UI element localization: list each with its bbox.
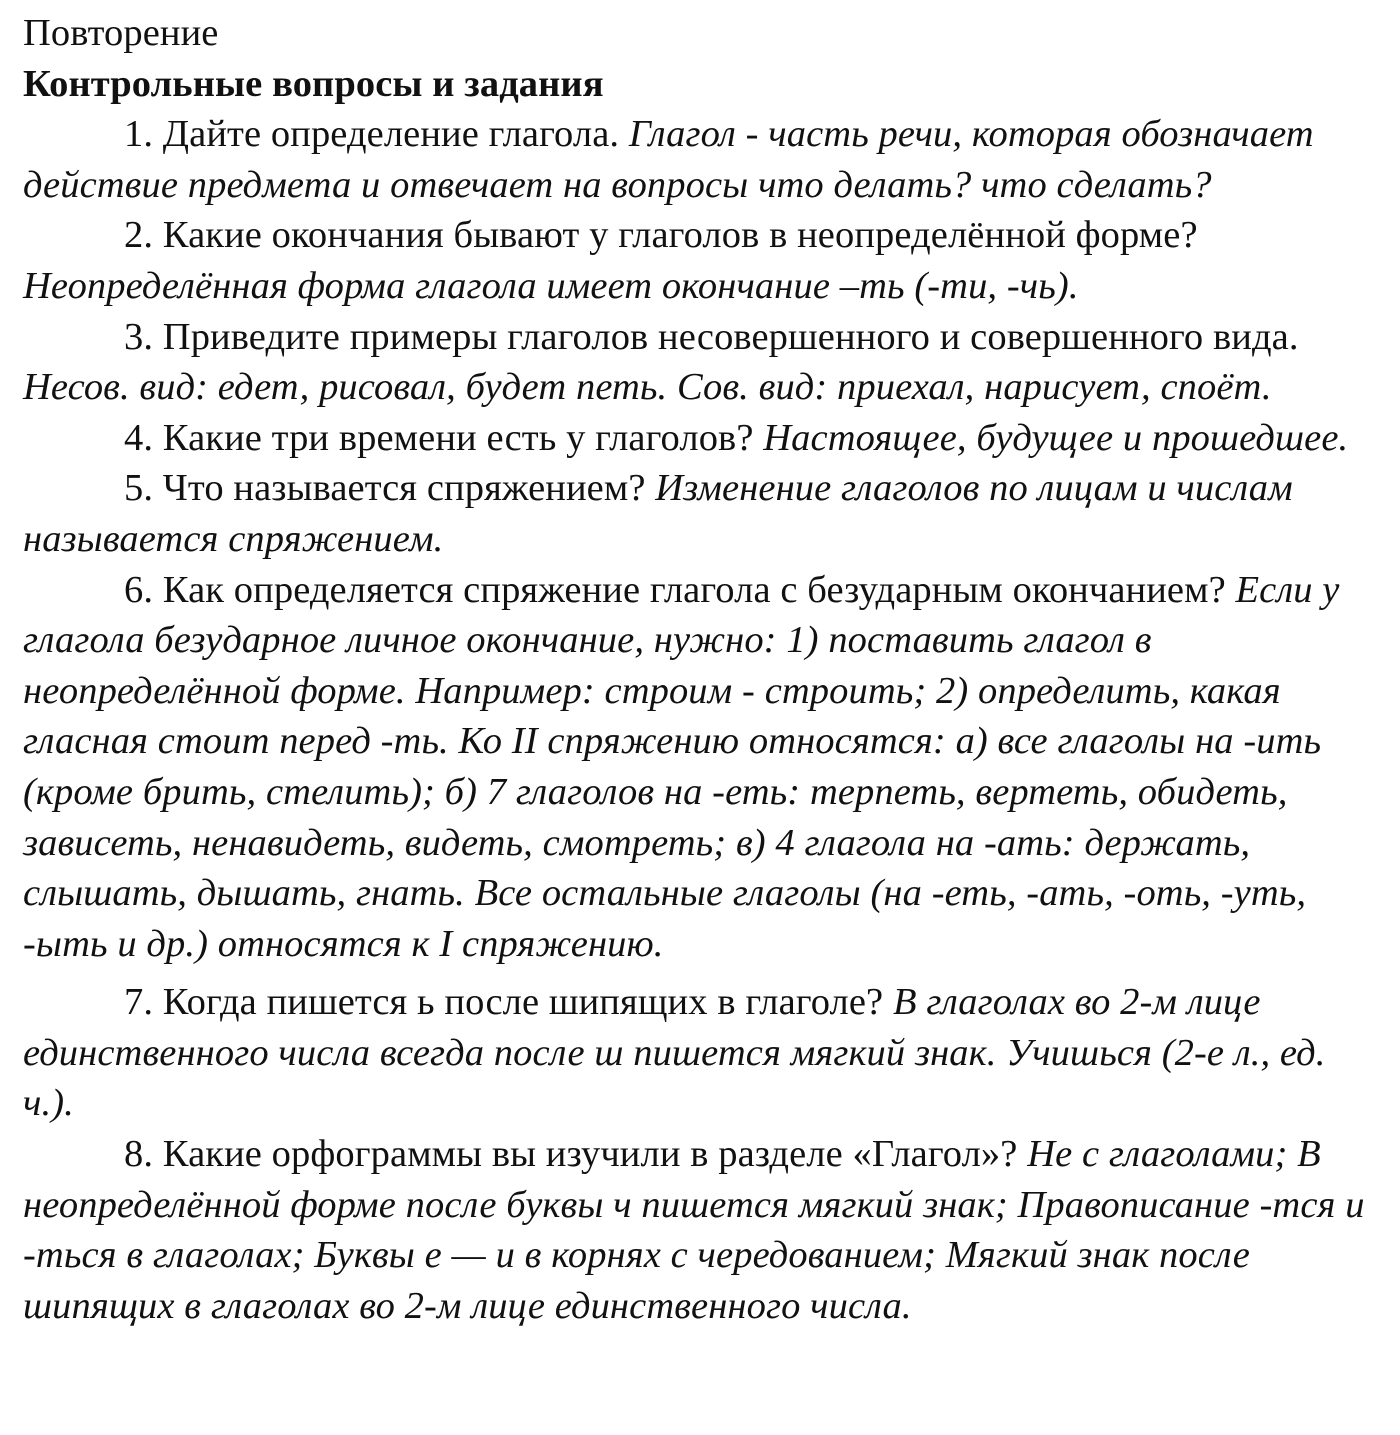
list-item-1 bbox=[23, 109, 1383, 210]
question-7: 7. Когда пишется ь после шипящих в глаголе? bbox=[124, 981, 884, 1024]
answer-3: Несов. вид: едет, рисовал, будет петь. Сов. вид: приехал, нарисует, споёт. bbox=[23, 366, 1272, 409]
answer-5: Изменение глаголов по лицам и числам называется спряжением. bbox=[23, 467, 1293, 560]
document-page bbox=[23, 8, 1383, 1331]
list-item-7 bbox=[23, 977, 1383, 1129]
list-item-6 bbox=[23, 565, 1383, 970]
question-2: 2. Какие окончания бывают у глаголов в неопределённой форме? bbox=[124, 214, 1198, 257]
list-item-4 bbox=[23, 413, 1383, 464]
answer-8: Не с глаголами; В неопределённой форме после буквы ч пишется мягкий знак; Правописание -тся и -ться в глаголах; Буквы е — и в корнях с чередованием; Мягкий знак после шипящих в глаголах во 2-м лице единственного числа. bbox=[23, 1133, 1365, 1327]
list-item-8 bbox=[23, 1129, 1383, 1331]
question-4: 4. Какие три времени есть у глаголов? bbox=[124, 416, 754, 459]
question-1: 1. Дайте определение глагола. bbox=[124, 113, 620, 156]
list-item-3 bbox=[23, 312, 1383, 413]
answer-2: Неопределённая форма глагола имеет окончание –ть (-ти, -чь). bbox=[23, 264, 1079, 307]
answer-6: Если у глагола безударное личное окончание, нужно: 1) поставить глагол в неопределённой форме. Например: строим - строить; 2) определить, какая гласная стоит перед -ть. Ко II спряжению относятся: а) все глаголы на -ить (кроме брить, стелить); б) 7 глаголов на -еть: терпеть, вертеть, обидеть, зависеть, ненавидеть, видеть, смотреть; в) 4 глагола на -ать: держать, слышать, дышать, гнать. Все остальные глаголы (на -еть, -ать, -оть, -уть, -ыть и др.) относятся к I спряжению. bbox=[23, 568, 1340, 965]
section-label: Повторение bbox=[23, 12, 219, 54]
question-5: 5. Что называется спряжением? bbox=[124, 467, 646, 510]
answer-4: Настоящее, будущее и прошедшее. bbox=[763, 416, 1349, 459]
answer-7: В глаголах во 2-м лице единственного числа всегда после ш пишется мягкий знак. Учишься (2-е л., ед. ч.). bbox=[23, 981, 1326, 1125]
list-item-2 bbox=[23, 210, 1383, 311]
question-6: 6. Как определяется спряжение глагола с безударным окончанием? bbox=[124, 568, 1226, 611]
answer-1: Глагол - часть речи, которая обозначает действие предмета и отвечает на вопросы что делать? что сделать? bbox=[23, 113, 1314, 206]
question-3: 3. Приведите примеры глаголов несовершенного и совершенного вида. bbox=[124, 315, 1299, 358]
page-heading: Контрольные вопросы и задания bbox=[23, 62, 604, 105]
list-item-5 bbox=[23, 463, 1383, 564]
question-8: 8. Какие орфограммы вы изучили в разделе «Глагол»? bbox=[124, 1133, 1018, 1176]
